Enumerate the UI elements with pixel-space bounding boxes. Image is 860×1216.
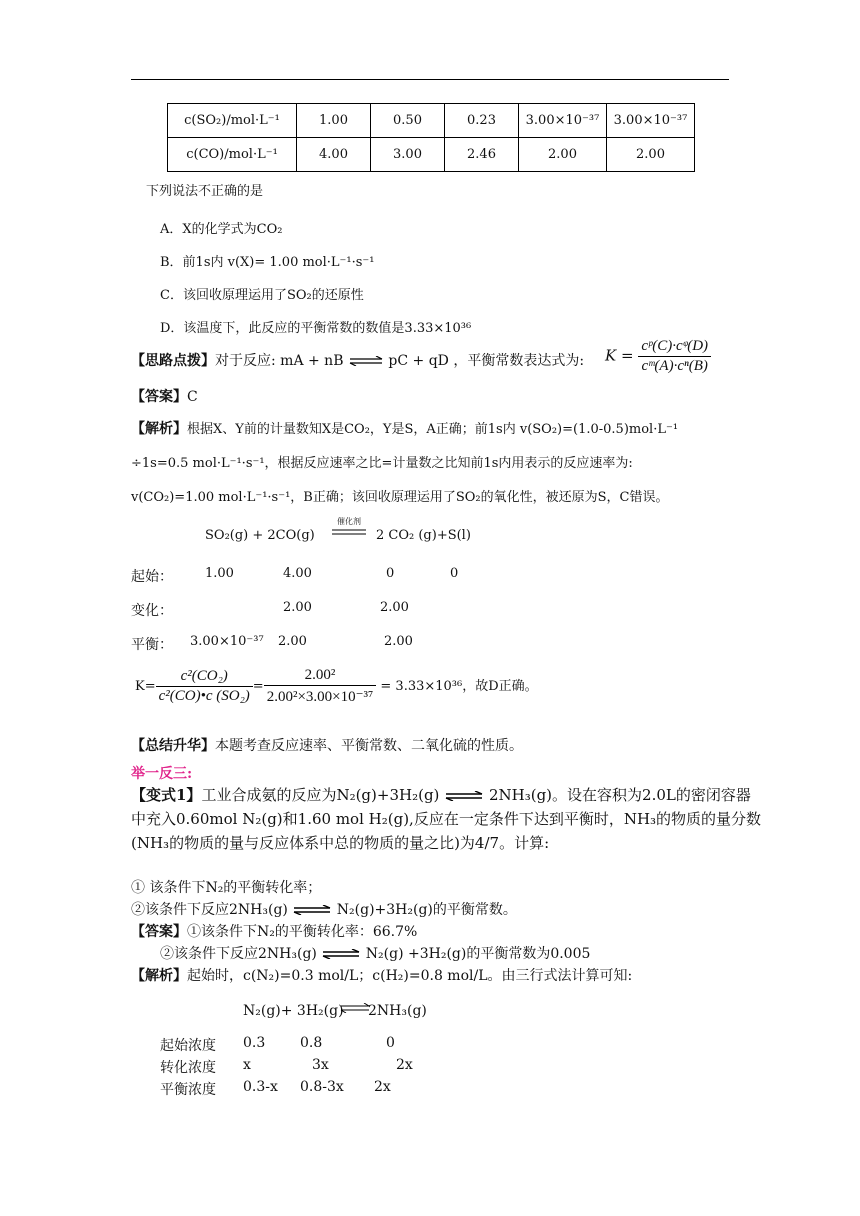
- question-text: N₂(g)+3H₂(g)的平衡常数。: [336, 902, 517, 918]
- equals-arrow-icon: [331, 528, 367, 536]
- row-label: 起始浓度: [160, 1038, 216, 1054]
- analysis-tag: 【解析】: [131, 968, 187, 984]
- k-expression: K = $\frac{\text{cᵖ(C)·cᵠ(D)}}{\text{cᵐ(A)·cⁿ(B)}}$: [605, 338, 711, 375]
- analysis-line-2: ÷1s=0.5 mol·L⁻¹·s⁻¹，根据反应速率之比=计量数之比知前1s内用表示的反应速率为:: [131, 456, 633, 471]
- option-a: A．X的化学式为CO₂: [160, 222, 283, 237]
- answer-2-line-1: [131, 921, 417, 941]
- fraction-numerator: c²(CO₂): [156, 668, 253, 687]
- row-value: 2.00: [278, 634, 307, 649]
- table-cell: 1.00: [297, 104, 371, 138]
- k-calculation: [135, 667, 538, 706]
- row-label: 平衡浓度: [160, 1082, 216, 1098]
- answer-text: ①该条件下N₂的平衡转化率：66.7%: [187, 924, 418, 940]
- k-fraction-1: [156, 668, 253, 705]
- equilibrium-arrow-icon: [348, 356, 384, 366]
- section-title: 举一反三:: [131, 766, 193, 782]
- answer-text: N₂(g) +3H₂(g)的平衡常数为0.005: [365, 946, 591, 962]
- k-denominator: cᵐ(A)·cⁿ(B): [641, 358, 708, 374]
- row-value: 0.8: [300, 1035, 323, 1051]
- row-label: 转化浓度: [160, 1060, 216, 1076]
- k-fraction-2: [264, 667, 377, 706]
- row-value: 1.00: [205, 566, 234, 581]
- row-value: 3.00×10⁻³⁷: [190, 634, 264, 649]
- variant-tag: 【变式1】: [131, 786, 202, 804]
- analysis-text: 起始时，c(N₂)=0.3 mol/L；c(H₂)=0.8 mol/L。由三行式法计算可知:: [187, 968, 633, 984]
- variant-text: 工业合成氨的反应为N₂(g)+3H₂(g): [201, 786, 440, 804]
- table-cell: c(CO)/mol·L⁻¹: [168, 138, 297, 172]
- answer-tag: 【答案】: [131, 924, 187, 940]
- analysis-text: 根据X、Y前的计量数知X是CO₂，Y是S，A正确；前1s内 v(SO₂)=(1.0-0.5)mol·L⁻¹: [187, 422, 679, 437]
- row-label: 平衡：: [131, 637, 173, 653]
- table-cell: 2.00: [607, 138, 695, 172]
- table-cell: 0.50: [371, 104, 445, 138]
- row-value: 4.00: [283, 566, 312, 581]
- equilibrium-arrow-icon: [321, 949, 361, 959]
- table-cell: c(SO₂)/mol·L⁻¹: [168, 104, 297, 138]
- answer-tag: 【答案】: [131, 389, 187, 405]
- equilibrium-arrow-icon: [340, 1003, 370, 1013]
- row-value: 2.00: [283, 600, 312, 615]
- row-value: 0.8-3x: [300, 1079, 344, 1095]
- catalyst-label: 催化剂: [337, 517, 361, 526]
- table-row: [168, 104, 695, 138]
- concentration-table: [167, 103, 695, 172]
- hint-tag: 【思路点拨】: [131, 353, 215, 369]
- reaction-right: 2 CO₂ (g)+S(l): [376, 528, 471, 543]
- analysis-tag: 【解析】: [131, 421, 187, 437]
- table-cell: 2.00: [519, 138, 607, 172]
- hint-text-2: pC + qD ，平衡常数表达式为:: [388, 353, 585, 369]
- reaction-right: 2NH₃(g): [368, 1003, 427, 1019]
- equals-sign: =: [252, 679, 264, 694]
- table-cell: 0.23: [445, 104, 519, 138]
- equilibrium-arrow-icon: [444, 791, 484, 801]
- fraction-numerator: 2.00²: [264, 667, 377, 686]
- answer-1: [131, 386, 198, 406]
- hint-text-1: 对于反应: mA + nB: [215, 353, 344, 369]
- variant-line-1: [131, 784, 751, 805]
- table-cell: 3.00×10⁻³⁷: [607, 104, 695, 138]
- row-value: 2.00: [384, 634, 413, 649]
- analysis-line-3: v(CO₂)=1.00 mol·L⁻¹·s⁻¹，B正确；该回收原理运用了SO₂的氧化性，被还原为S，C错误。: [131, 490, 669, 505]
- row-value: 2x: [374, 1079, 391, 1095]
- fraction-denominator: c²(CO)•c (SO₂): [158, 688, 250, 704]
- row-label: 起始：: [131, 569, 173, 585]
- option-d: D．该温度下，此反应的平衡常数的数值是3.33×10³⁶: [160, 321, 472, 336]
- analysis-2: [131, 965, 632, 985]
- answer-2-line-2: [160, 943, 590, 963]
- variant-question-2: [131, 899, 517, 919]
- summary: [131, 735, 523, 755]
- table-cell: 4.00: [297, 138, 371, 172]
- row-value: 2.00: [380, 600, 409, 615]
- fraction-denominator: 2.00²×3.00×10⁻³⁷: [266, 689, 374, 705]
- table-cell: 3.00×10⁻³⁷: [519, 104, 607, 138]
- row-value: 2x: [396, 1057, 413, 1073]
- k-prefix: K=: [135, 679, 156, 694]
- variant-text: 2NH₃(g)。设在容积为2.0L的密闭容器: [488, 786, 751, 804]
- table-cell: 3.00: [371, 138, 445, 172]
- equilibrium-arrow-icon: [292, 905, 332, 915]
- row-value: 0.3-x: [243, 1079, 278, 1095]
- option-c: C．该回收原理运用了SO₂的还原性: [160, 288, 364, 303]
- row-value: 0: [386, 1035, 395, 1051]
- row-value: 0.3: [243, 1035, 266, 1051]
- analysis-line-1: [131, 418, 678, 438]
- question-text: ②该条件下反应2NH₃(g): [131, 902, 288, 918]
- row-value: 0: [386, 566, 395, 581]
- table-row: [168, 138, 695, 172]
- header-rule: [131, 79, 729, 80]
- variant-question-1: ① 该条件下N₂的平衡转化率；: [131, 880, 322, 896]
- reaction-left: SO₂(g) + 2CO(g): [205, 528, 315, 543]
- hint-line: [131, 350, 584, 370]
- row-value: 0: [450, 566, 459, 581]
- question-stem: 下列说法不正确的是: [146, 184, 264, 199]
- variant-line-2: 中充入0.60mol N₂(g)和1.60 mol H₂(g),反应在一定条件下达到平衡时，NH₃的物质的量分数: [131, 810, 762, 828]
- answer-text: ②该条件下反应2NH₃(g): [160, 946, 317, 962]
- table-cell: 2.46: [445, 138, 519, 172]
- summary-tag: 【总结升华】: [131, 738, 215, 754]
- option-b: B．前1s内 v(X)= 1.00 mol·L⁻¹·s⁻¹: [160, 255, 375, 270]
- k-result: = 3.33×10³⁶，故D正确。: [380, 679, 538, 694]
- row-value: 3x: [312, 1057, 329, 1073]
- k-numerator: cᵖ(C)·cᵠ(D): [638, 338, 711, 357]
- answer-value: C: [187, 389, 198, 405]
- row-value: x: [243, 1057, 251, 1073]
- k-fraction: [638, 338, 711, 375]
- summary-text: 本题考查反应速率、平衡常数、二氧化硫的性质。: [215, 738, 523, 754]
- row-label: 变化：: [131, 603, 173, 619]
- reaction-left: N₂(g)+ 3H₂(g): [243, 1003, 344, 1019]
- variant-line-3: (NH₃的物质的量与反应体系中总的物质的量之比)为4/7。计算:: [131, 834, 550, 852]
